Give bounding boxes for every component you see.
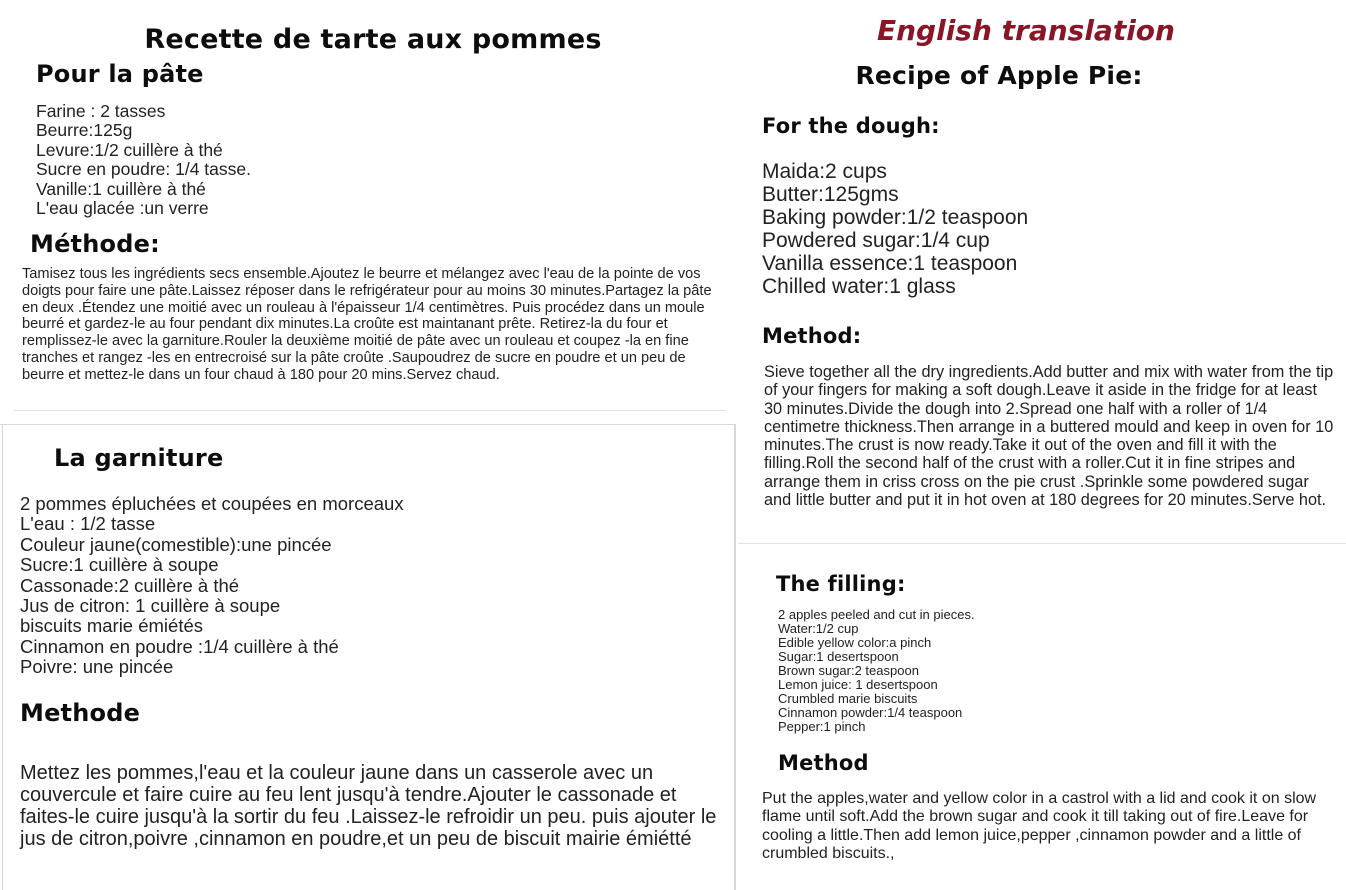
french-filling-method-heading: Methode [20,699,141,727]
list-item: Butter:125gms [762,183,899,206]
list-item: Crumbled marie biscuits [778,691,918,706]
english-dough-ingredients [762,160,1028,298]
english-translation-label: English translation [877,14,1175,47]
list-item: Vanille:1 cuillère à thé [36,178,206,199]
list-item: 2 pommes épluchées et coupées en morceaux [20,493,404,514]
list-item: Vanilla essence:1 teaspoon [762,252,1018,275]
list-item: Cinnamon en poudre :1/4 cuillère à thé [20,635,339,657]
list-item: Jus de citron: 1 cuillère à soupe [20,595,281,617]
english-method-text: Sieve together all the dry ingredients.Add butter and mix with water from the tip of your fingers for making a soft dough.Leave it aside in the fridge for at least 30 minutes.Divide the dough into 2.Spread one half with a roller of 1/4 centimetre thickness.Then arrange in a buttered mould and keep in oven for 10 minutes.The crust is now ready.Take it out of the oven and fill it with the filling.Roll the second half of the crust with a roller.Cut it in fine stripes and arrange them in criss cross on the pie crust .Sprinkle some powdered sugar and little butter and put it in hot oven at 180 degrees for 20 minutes.Serve hot. [764,363,1334,510]
list-item: Poivre: une pincée [20,656,174,678]
list-item: Farine : 2 tasses [36,101,166,121]
list-item: Pepper:1 pinch [778,719,866,734]
french-dough-heading: Pour la pâte [36,60,204,88]
list-item: Cinnamon powder:1/4 teaspoon [778,705,963,720]
list-item: L'eau glacée :un verre [36,198,209,219]
list-item: Chilled water:1 glass [762,275,956,298]
list-item: Water:1/2 cup [778,621,859,636]
french-dough-ingredients [36,102,251,218]
list-item: Sucre en poudre: 1/4 tasse. [36,159,251,180]
english-method-heading: Method: [762,324,862,348]
english-filling-ingredients [778,608,975,734]
list-item: Powdered sugar:1/4 cup [762,229,990,252]
center-divider [734,424,736,890]
french-filling-method-text: Mettez les pommes,l'eau et la couleur jaune dans un casserole avec un couvercule et faire cuire au feu lent jusqu'à tendre.Ajouter le cassonade et faites-le cuire jusqu'à la sortir du feu .Laissez-le refroidir un peu. puis ajouter le jus de citron,poivre ,cinnamon en poudre,et un peu de biscuit mairie émiétté [20,762,717,850]
french-method-text: Tamisez tous les ingrédients secs ensemble.Ajoutez le beurre et mélangez avec l'eau de la pointe de vos doigts pour faire une pâte.Laissez réposer dans le refrigérateur pour au moins 30 minutes.Partagez la pâte en deux .Étendez une moitié avec un rouleau à l'épaisseur 1/4 centimètres. Puis procédez dans un moule beurré et gardez-le au four pendant dix minutes.La croûte est maintanant prête. Retirez-la du four et remplissez-le avec la garniture.Rouler la deuxième moitié de pâte avec un rouleau et coupez -la en fine tranches et rangez -les en entrecroisé sur la pâte croûte .Saupoudrez de sucre en poudre et un peu de beurre et mettez-le dans un four chaud à 180 pour 20 mins.Servez chaud. [22,266,712,383]
list-item: Maida:2 cups [762,160,887,183]
french-method-heading: Méthode: [30,230,160,258]
list-item: Beurre:125g [36,120,133,141]
right-section-divider [738,543,1346,544]
english-filling-heading: The filling: [776,572,906,596]
left-box-side-border [2,424,3,890]
list-item: Sugar:1 desertspoon [778,649,899,664]
french-recipe-title: Recette de tarte aux pommes [144,24,602,55]
english-recipe-title: Recipe of Apple Pie: [855,61,1143,90]
list-item: Levure:1/2 cuillère à thé [36,139,223,160]
list-item: Edible yellow color:a pinch [778,635,932,650]
list-item: 2 apples peeled and cut in pieces. [778,607,975,622]
left-section-divider [14,410,726,411]
english-filling-method-text: Put the apples,water and yellow color in a castrol with a lid and cook it on slow flame until soft.Add the brown sugar and cook it till taking out of fire.Leave for cooling a little.Then add lemon juice,pepper ,cinnamon powder and a little of crumbled biscuits., [762,790,1317,863]
left-box-top-border [0,424,736,425]
list-item: Cassonade:2 cuillère à thé [20,574,240,596]
french-filling-heading: La garniture [54,444,224,472]
list-item: biscuits marie émiétés [20,615,204,637]
list-item: Baking powder:1/2 teaspoon [762,206,1029,229]
list-item: L'eau : 1/2 tasse [20,513,156,535]
english-filling-method-heading: Method [778,751,869,775]
english-dough-heading: For the dough: [762,114,940,138]
list-item: Sucre:1 cuillère à soupe [20,554,219,576]
list-item: Couleur jaune(comestible):une pincée [20,533,332,555]
list-item: Brown sugar:2 teaspoon [778,663,919,678]
french-filling-ingredients [20,494,404,678]
list-item: Lemon juice: 1 desertspoon [778,677,938,692]
